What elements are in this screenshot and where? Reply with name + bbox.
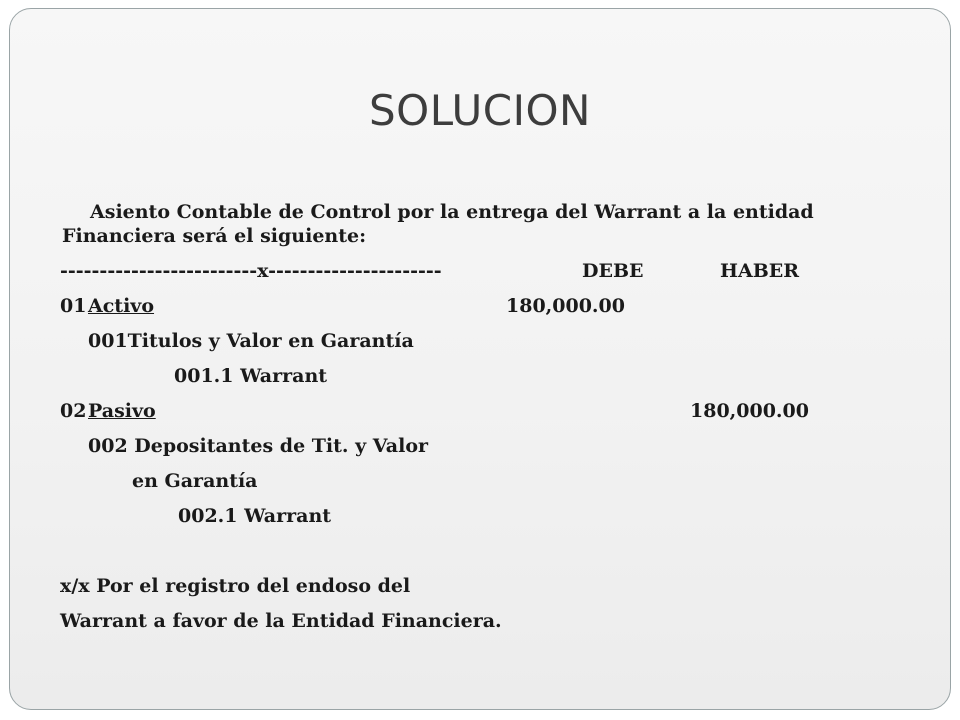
- entry-pasivo-subsubaccount: 002.1 Warrant: [178, 505, 332, 527]
- entry-activo-debe: 180,000.00: [506, 295, 625, 317]
- entry-activo-subaccount: 001Titulos y Valor en Garantía: [88, 330, 414, 352]
- note-line2: Warrant a favor de la Entidad Financiera.: [60, 610, 502, 632]
- entry-activo-code: 01: [60, 295, 87, 317]
- intro-paragraph: Asiento Contable de Control por la entrega del Warrant a la entidad Financiera será el siguiente:: [62, 201, 814, 247]
- note-line1: x/x Por el registro del endoso del: [60, 575, 411, 597]
- slide-title: SOLUCION: [369, 86, 591, 135]
- header-debe: DEBE: [582, 260, 644, 282]
- entry-pasivo-code: 02: [60, 400, 87, 422]
- entry-activo-name: Activo: [88, 295, 155, 317]
- entry-pasivo-haber: 180,000.00: [690, 400, 809, 422]
- entry-pasivo-subaccount-line1: 002 Depositantes de Tit. y Valor: [88, 435, 429, 457]
- header-divider: -------------------------x----------------------: [60, 260, 442, 282]
- entry-pasivo-subaccount-line2: en Garantía: [132, 470, 258, 492]
- entry-activo-subsubaccount: 001.1 Warrant: [174, 365, 328, 387]
- entry-pasivo-name: Pasivo: [88, 400, 156, 422]
- header-haber: HABER: [720, 260, 800, 282]
